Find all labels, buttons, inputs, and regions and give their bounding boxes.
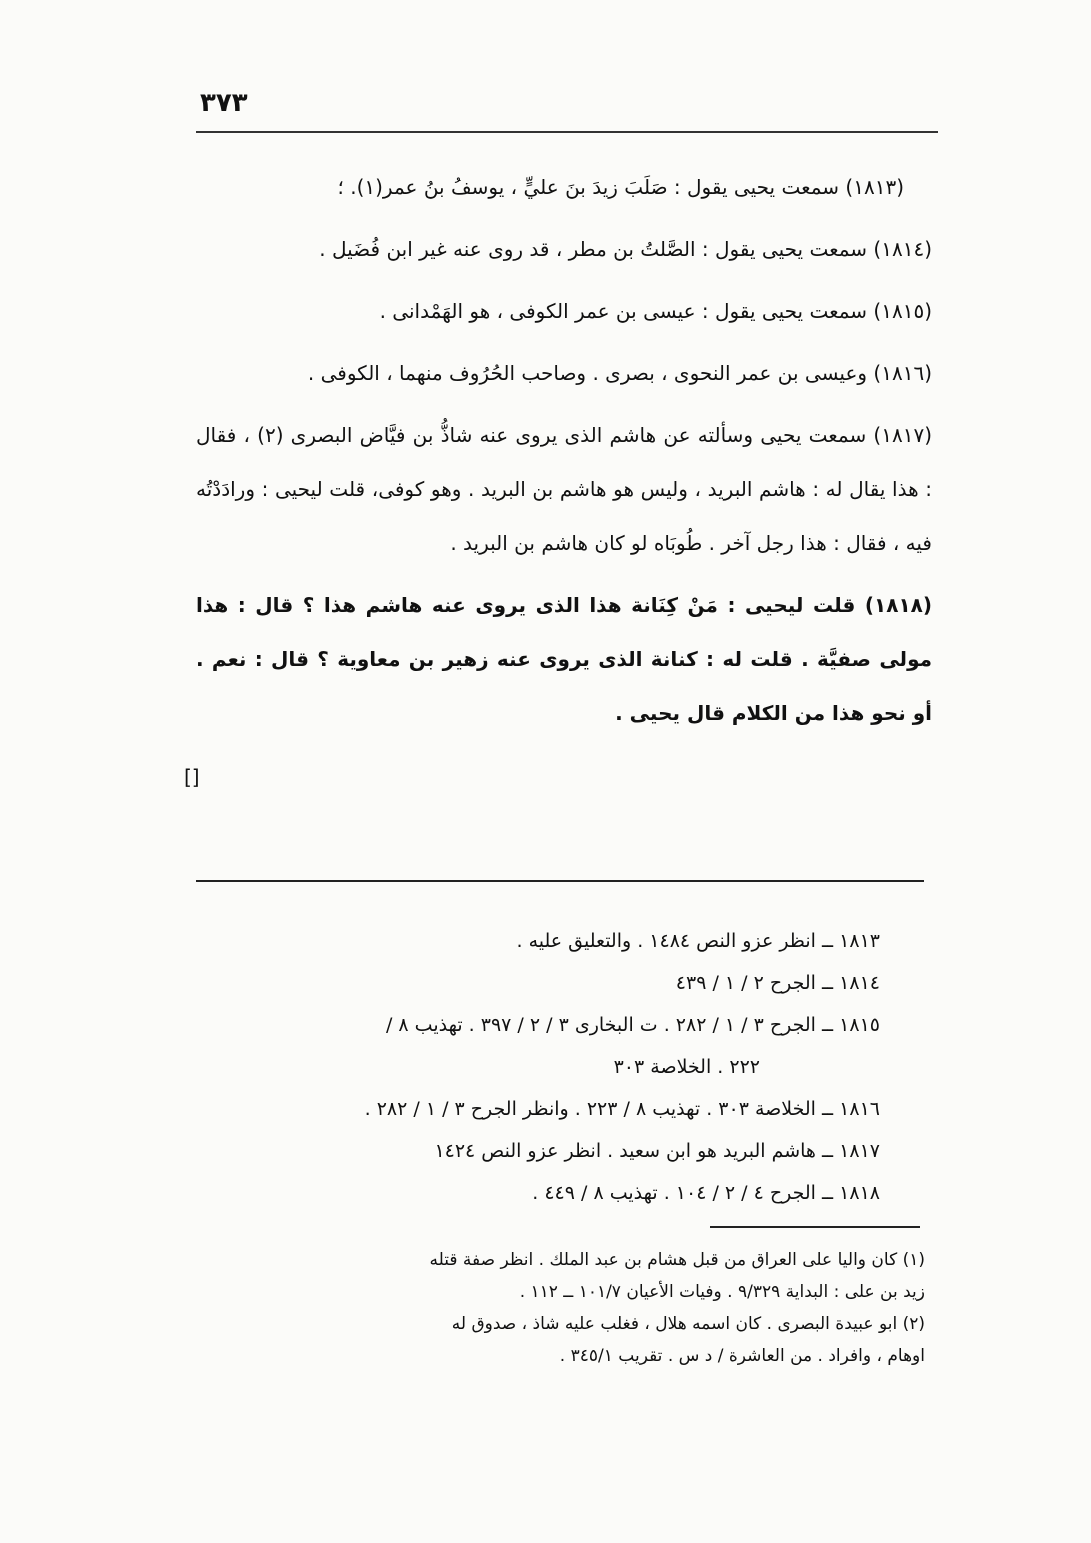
note-1815: ١٨١٥ ــ الجرح ٣ / ١ / ٢٨٢ . ت البخارى ٣ / ٢ / ٣٩٧ . تهذيب ٨ /	[385, 1014, 880, 1036]
note-1813: ١٨١٣ ــ انظر عزو النص ١٤٨٤ . والتعليق عليه .	[516, 930, 880, 952]
paragraph-1818: (١٨١٨) قلت ليحيى : مَنْ كِنَانة هذا الذى يروى عنه هاشم هذا ؟ قال : هذا مولى صفيَّة . قلت له : كنانة الذى يروى عنه زهير بن معاوية ؟ قال : نعم . أو نحو هذا من الكلام قال يحيى .	[196, 593, 932, 725]
footnote-rule	[710, 1226, 920, 1228]
footnotes	[175, 1244, 925, 1372]
footnote-2-cont: اوهام ، وافراد . من العاشرة / د س . تقريب ٣٤٥/١ .	[559, 1346, 925, 1366]
note-1818: ١٨١٨ ــ الجرح ٤ / ٢ / ١٠٤ . تهذيب ٨ / ٤٤٩ .	[532, 1182, 880, 1204]
footnote-1-cont: زيد بن على : البداية ٩/٣٢٩ . وفيات الأعيان ١٠١/٧ ــ ١١٢ .	[519, 1282, 925, 1302]
reference-notes	[180, 920, 880, 1214]
footnote-2: (٢) ابو عبيدة البصرى . كان اسمه هلال ، فغلب عليه شاذ ، صدوق له	[451, 1314, 925, 1334]
bracket-marker: []	[184, 765, 200, 789]
paragraph-1816: (١٨١٦) وعيسى بن عمر النحوى ، بصرى . وصاحب الحُرُوف منهما ، الكوفى .	[307, 361, 932, 385]
note-1815-cont: ٢٢٢ . الخلاصة ٣٠٣	[613, 1056, 760, 1078]
footnote-1: (١) كان واليا على العراق من قبل هشام بن عبد الملك . انظر صفة قتله	[429, 1250, 925, 1270]
paragraph-underline	[196, 880, 924, 882]
paragraph-1817: (١٨١٧) سمعت يحيى وسألته عن هاشم الذى يروى عنه شاذُّ بن فيَّاض البصرى (٢) ، فقال : هذا يقال له : هاشم البريد ، وليس هو هاشم بن البريد . وهو كوفى، قلت ليحيى : ورادَدْتُه فيه ، فقال : هذا رجل آخر . طُوبَاه لو كان هاشم بن البريد .	[196, 423, 932, 555]
page-number: ٣٧٣	[200, 88, 248, 118]
note-1816: ١٨١٦ ــ الخلاصة ٣٠٣ . تهذيب ٨ / ٢٢٣ . وانظر الجرح ٣ / ١ / ٢٨٢ .	[364, 1098, 880, 1120]
paragraph-1813: (١٨١٣) سمعت يحيى يقول : صَلَبَ زيدَ بنَ عليٍّ ، يوسفُ بنُ عمر(١). ؛	[337, 175, 904, 199]
note-1817: ١٨١٧ ــ هاشم البريد هو ابن سعيد . انظر عزو النص ١٤٢٤	[434, 1140, 880, 1162]
paragraph-1815: (١٨١٥) سمعت يحيى يقول : عيسى بن عمر الكوفى ، هو الهَمْدانى .	[379, 299, 932, 323]
paragraph-1814: (١٨١٤) سمعت يحيى يقول : الصَّلتُ بن مطر ، قد روى عنه غير ابن فُضَيل .	[319, 237, 932, 261]
note-1814: ١٨١٤ ــ الجرح ٢ / ١ / ٤٣٩	[675, 972, 880, 994]
header-rule	[196, 131, 938, 133]
main-text	[184, 160, 932, 789]
